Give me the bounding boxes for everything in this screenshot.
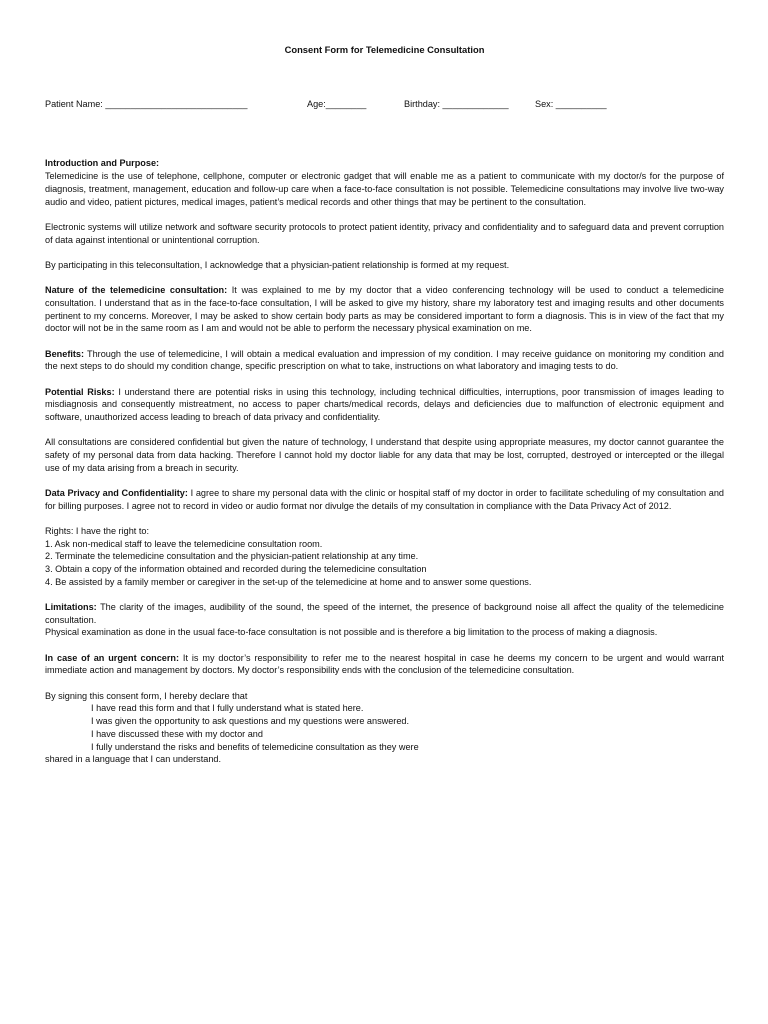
urgent-section: [45, 652, 724, 677]
risks-heading: Potential Risks:: [45, 386, 115, 397]
declaration-section: [45, 690, 724, 766]
sex-field: Sex: __________: [535, 98, 607, 109]
patient-info-row: [45, 98, 724, 111]
rights-item: 2. Terminate the telemedicine consultation and the physician-patient relationship at any time.: [45, 551, 419, 562]
risks-section: [45, 386, 724, 424]
benefits-heading: Benefits:: [45, 348, 85, 359]
age-field: Age:________: [307, 98, 367, 109]
security-paragraph: Electronic systems will utilize network and software security protocols to protect patient identity, privacy and confidentiality and to safeguard data and prevent corruption of data against intentional or unintentional corruption.: [45, 221, 724, 245]
rights-intro: Rights: I have the right to:: [45, 525, 149, 536]
limitations-heading: Limitations:: [45, 602, 97, 613]
form-title: Consent Form for Telemedicine Consultation: [284, 44, 485, 55]
nature-section: [45, 284, 724, 335]
declaration-intro: By signing this consent form, I hereby declare that: [45, 690, 248, 701]
intro-heading: Introduction and Purpose:: [45, 158, 160, 169]
limitations-section: [45, 601, 724, 639]
declaration-item: I have read this form and that I fully understand what is stated here.: [91, 703, 364, 714]
intro-section: [45, 157, 724, 208]
limitations-text: The clarity of the images, audibility of the sound, the speed of the internet, the presence of background noise all affect the quality of the telemedicine consultation.: [45, 602, 724, 625]
urgent-text: It is my doctor’s responsibility to refer me to the nearest hospital in case he deems my concern to be urgent and would warrant immediate action and management by doctors. My doctor’s responsibility ends with the conclusion of the telemedicine consultation.: [45, 652, 724, 676]
urgent-heading: In case of an urgent concern:: [45, 652, 180, 663]
rights-item: 4. Be assisted by a family member or caregiver in the set-up of the telemedicine at home and to answer some questions.: [45, 576, 532, 587]
rights-item: 3. Obtain a copy of the information obtained and recorded during the telemedicine consultation: [45, 564, 427, 575]
privacy-heading: Data Privacy and Confidentiality:: [45, 487, 188, 498]
risks-text: I understand there are potential risks in using this technology, including technical difficulties, interruptions, poor transmission of images leading to misdiagnosis and consequently mistreatment, no access to paper charts/medical records, delays and deficiencies due to malfunction of electronic equipment and software, unauthorized access leading to breach of data privacy and confidentiality.: [45, 386, 724, 422]
benefits-text: Through the use of telemedicine, I will obtain a medical evaluation and impression of my condition. I may receive guidance on monitoring my condition and the next steps to do should my condition change, specific prescription on what to take, instructions on what laboratory and imaging tests to do.: [45, 348, 724, 372]
benefits-section: [45, 348, 724, 373]
nature-heading: Nature of the telemedicine consultation:: [45, 285, 228, 296]
declaration-item: I have discussed these with my doctor and: [91, 728, 263, 739]
patient-name-field: Patient Name: ____________________________: [45, 98, 248, 109]
limitations-text-2: Physical examination as done in the usual face-to-face consultation is not possible and is therefore a big limitation to the process of making a diagnosis.: [45, 627, 658, 638]
birthday-field: Birthday: _____________: [404, 98, 509, 109]
nature-text: It was explained to me by my doctor that a video conferencing technology will be used to conduct a telemedicine consultation. I understand that as in the face-to-face consultation, I will be asked to give my history, share my laboratory test and imaging results and other documents pertinent to my concerns. Moreover, I may be asked to show certain body parts as may be considered important to form a diagnosis. This is in view of the fact that my doctor will not be in the same room as I am and would not be able to perform the necessary physical examination on me.: [45, 285, 724, 334]
privacy-text: I agree to share my personal data with the clinic or hospital staff of my doctor in order to facilitate scheduling of my consultation and for billing purposes. I agree not to record in video or audio format nor divulge the details of my consultation in compliance with the Data Privacy Act of 2012.: [45, 487, 724, 511]
rights-item: 1. Ask non-medical staff to leave the telemedicine consultation room.: [45, 538, 323, 549]
rights-section: [45, 525, 724, 589]
declaration-tail: shared in a language that I can understand.: [45, 754, 222, 765]
declaration-item: I fully understand the risks and benefits of telemedicine consultation as they were: [91, 741, 419, 752]
confidentiality-paragraph: All consultations are considered confidential but given the nature of technology, I understand that despite using appropriate measures, my doctor cannot guarantee the safety of my personal data from data hacking. Therefore I cannot hold my doctor liable for any data that may be lost, corrupted, destroyed or intercepted or the illegal use of my data arising from a breach in security.: [45, 437, 724, 473]
relationship-paragraph: By participating in this teleconsultation, I acknowledge that a physician-patient relationship is formed at my request.: [45, 259, 510, 270]
declaration-item: I was given the opportunity to ask questions and my questions were answered.: [91, 716, 410, 727]
intro-text: Telemedicine is the use of telephone, cellphone, computer or electronic gadget that will enable me as a patient to communicate with my doctor/s for the purpose of diagnosis, treatment, management, education and follow-up care when a face-to-face consultation is not possible. Telemedicine consultations may involve live two-way audio and video, patient pictures, medical images, patient’s medical records and other things that may be pertinent to the consultation.: [45, 171, 724, 207]
privacy-section: [45, 487, 724, 512]
